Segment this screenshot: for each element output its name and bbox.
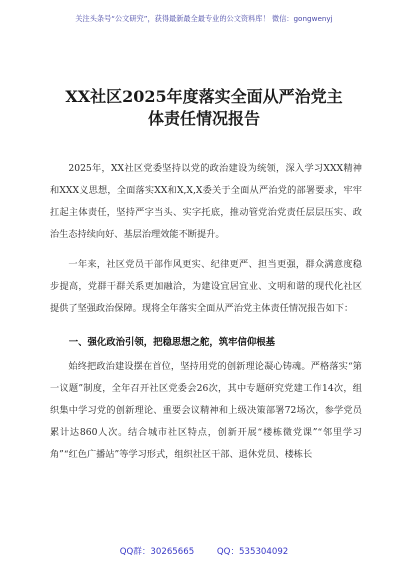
footer-qq-group: QQ群：30265665 bbox=[119, 547, 195, 557]
section-heading: 一、强化政治引领，把稳思想之舵，筑牢信仰根基 bbox=[68, 337, 276, 348]
footer-qq: QQ：535304092 bbox=[216, 547, 289, 557]
summary-paragraph: 一年来，社区党员干部作风更实、纪律更严、担当更强，群众满意度稳步提高，党群干群关系更加融洽，为建设宜居宜业、文明和谐的现代化社区提供了坚强政治保障。现将全年落实全面从严治党主体责任情况报告如下： bbox=[50, 259, 362, 314]
intro-paragraph: 2025年，XX社区党委坚持以党的政治建设为统领，深入学习XXX精神和XXX义思想，全面落实XX和X,X,X委关于全面从严治党的部署要求，牢牢扛起主体责任，坚持严字当头、实字托底，推动管党治党责任层层压实、政治生态持续向好、基层治理效能不断提升。 bbox=[50, 163, 362, 240]
footer-contact bbox=[0, 545, 408, 557]
document-title bbox=[40, 86, 368, 130]
document-title-line1: XX社区2025年度落实全面从严治党主 bbox=[65, 87, 343, 106]
section-paragraph: 始终把政治建设摆在首位，坚持用党的创新理论凝心铸魂。严格落实“第一议题”制度，全年召开社区党委会26次，其中专题研究党建工作14次，组织集中学习党的创新理论、重要会议精神和上级决策部署72场次，参学党员累计达860人次。结合城市社区特点，创新开展“楼栋微党课”“邻里学习角”“红色广播站”等学习形式，组织社区干部、退休党员、楼栋长 bbox=[50, 361, 362, 460]
header-banner: 关注头条号“公文研究”，获得最新最全最专业的公文资料库！ 微信：gongwenyj bbox=[75, 14, 333, 23]
document-body bbox=[50, 158, 362, 466]
document-title-line2: 体责任情况报告 bbox=[147, 109, 260, 128]
